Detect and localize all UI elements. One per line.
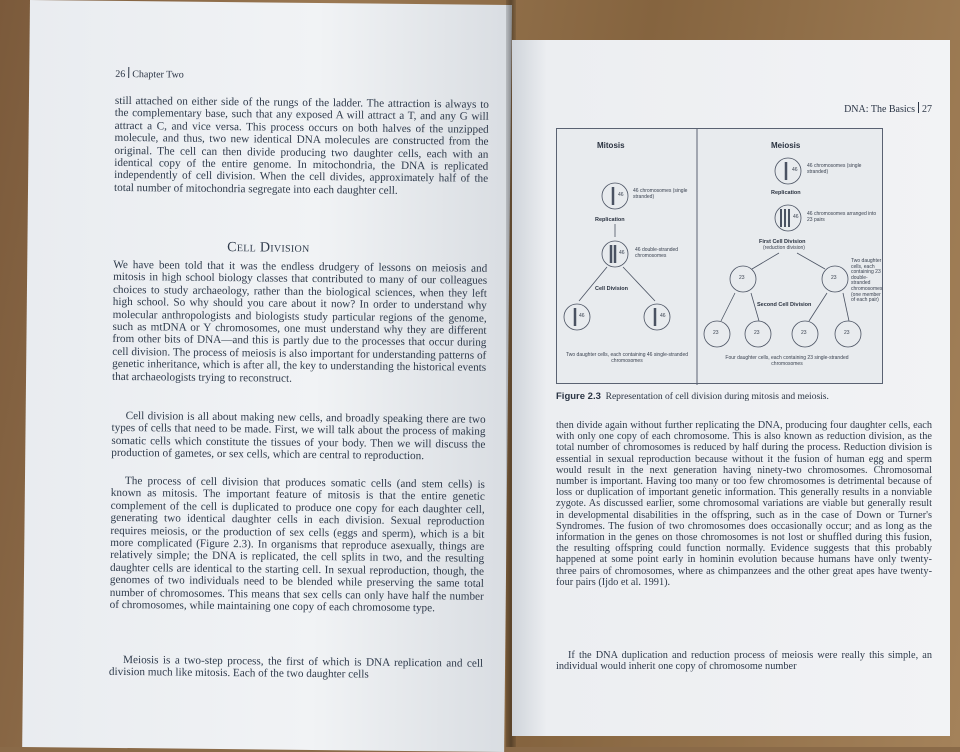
- meiosis-label-mid: 46 chromosomes arranged into 23 pairs: [807, 211, 877, 223]
- mitosis-daughter-left: [564, 304, 590, 330]
- mitosis-bottom-label: Two daughter cells, each containing 46 single-stranded chromosomes: [565, 352, 689, 364]
- mitosis-daughter-right-count: 46: [660, 313, 666, 319]
- mitosis-label-top: 46 chromosomes (single stranded): [633, 188, 688, 200]
- meiosis-step-first: First Cell Division: [759, 239, 806, 245]
- right-paragraph-2: If the DNA duplication and reduction process of meiosis were really this simple, an individual would inherit one copy of chromosome number: [556, 650, 932, 673]
- left-running-head: [115, 67, 184, 81]
- left-page-number: 26: [115, 68, 126, 81]
- arrow-line: [809, 293, 827, 321]
- meiosis-bottom-label: Four daughter cells, each containing 23 single-stranded chromosomes: [725, 355, 849, 367]
- section-heading: Cell Division: [227, 240, 310, 256]
- meiosis-count-mid: 46: [793, 214, 799, 220]
- meiosis-count-top: 46: [792, 167, 798, 173]
- mitosis-step-division: Cell Division: [595, 286, 629, 292]
- arrow-line: [843, 293, 849, 321]
- meiosis-step-first-sub: (reduction division): [763, 245, 805, 251]
- meiosis-cell-right-count: 23: [831, 275, 837, 281]
- arrow-line: [797, 253, 825, 269]
- mitosis-cell-top: [602, 183, 628, 209]
- left-paragraph-1: still attached on either side of the rungs of the ladder. The attraction is always to the complementary base, such that any exposed A will attract a T, and any G will attract a C, and vice versa. This process occurs on both halves of the unzipped molecule, and thus, two new identical DNA molecules are constructed from the original. The cell can then divide producing two daughter cells, each with an identical copy of the entire genome. In mitochondria, the DNA is replicated independently of cell division. When the cell divides, approximately half of the total number of mitochondria segregate into each daughter cell.: [113, 94, 489, 197]
- figure-cell-division: [556, 128, 883, 384]
- meiosis-cell-left-count: 23: [739, 275, 745, 281]
- left-page: [22, 0, 512, 752]
- left-paragraph-2: We have been told that it was the endless drudgery of lessons on meiosis and mitosis in high school biology classes that contributed to many of our colleagues choices to study archaeology, rather than the biological sciences, when they left high school. So why should you care about it now? In order to understand why molecular anthropologists and biologists study particular regions of the genome, such as mtDNA or Y chromosomes, one must understand why they are different from other bits of DNA—and this is partly due to the processes that occur during cell division. The process of meiosis is also important for understanding patterns of genetic inheritance, which is after all, the key to understanding the historical events that archaeologists trying to reconstruct.: [111, 258, 488, 385]
- mitosis-label-mid: 46 double-stranded chromosomes: [635, 247, 679, 259]
- right-chapter-title: DNA: The Basics: [844, 104, 915, 115]
- figure-caption-label: Figure 2.3: [556, 391, 601, 402]
- right-page-number: 27: [922, 104, 932, 115]
- mitosis-step-replication: Replication: [595, 217, 625, 223]
- left-paragraph-5: Meiosis is a two-step process, the first of which is DNA replication and cell division much like mitosis. Each of the two daughter cells: [108, 654, 484, 681]
- left-paragraph-3: Cell division is all about making new cells, and broadly speaking there are two types of cells that need to be made. First, we will talk about the process of making somatic cells which constitute the tissues of your body. Then we will discuss the production of gametes, or sex cells, which are central to reproduction.: [111, 410, 486, 463]
- meiosis-final-count-2: 23: [754, 330, 760, 336]
- arrow-line: [623, 267, 655, 301]
- meiosis-step-replication: Replication: [771, 190, 801, 196]
- left-chapter-title: Chapter Two: [132, 69, 184, 81]
- mitosis-daughter-left-count: 46: [579, 313, 585, 319]
- meiosis-step-second: Second Cell Division: [757, 302, 812, 308]
- right-page: [512, 40, 950, 736]
- figure-caption: [556, 391, 829, 402]
- meiosis-final-count-1: 23: [713, 330, 719, 336]
- meiosis-label-top: 46 chromosomes (single stranded): [807, 163, 862, 175]
- meiosis-title: Meiosis: [771, 141, 801, 150]
- mitosis-count-top: 46: [618, 192, 624, 198]
- meiosis-side-label: Two daughter cells, each containing 23 double-stranded chromosomes (one member of each pair): [851, 258, 883, 304]
- mitosis-title: Mitosis: [597, 141, 625, 150]
- meiosis-final-count-4: 23: [844, 330, 850, 336]
- arrow-line: [721, 293, 735, 321]
- right-paragraph-1: then divide again without further replicating the DNA, producing four daughter cells, each with only one copy of each chromosome. This is also known as reduction division, as the total number of chromosomes is reduced by half during the process. Reduction division is essential in sexual reproduction because without it the fusion of human egg and sperm would result in the next generation having ninety-two chromosomes. Chromosomal number is important. Having too many or too few chromosomes is detrimental because of loss or duplication of important genetic information. This generally results in a nonviable zygote. As discussed earlier, some chromosomal variations are viable but generally result in developmental disabilities in the offspring, such as in the case of Down or Turner's Syndromes. The fusion of two chromosomes does occasionally occur; and as long as the information in the genes on those chromosomes is not lost or shuffled during this fusion, the resulting offspring could function normally. Evidence suggests that this probably happened at some point early in hominin evolution because humans have only twenty-three pairs of chromosomes, where as chimpanzees and the other great apes have twenty-four pairs (Ijdo et al. 1991).: [556, 420, 932, 588]
- right-running-head: [844, 102, 932, 115]
- arrow-line: [752, 253, 779, 269]
- arrow-line: [579, 267, 607, 301]
- figure-caption-text: Representation of cell division during mitosis and meiosis.: [605, 392, 829, 402]
- meiosis-final-count-3: 23: [801, 330, 807, 336]
- mitosis-count-mid: 46: [619, 250, 625, 256]
- left-paragraph-4: The process of cell division that produces somatic cells (and stem cells) is known as mitosis. The important feature of mitosis is that the entire genetic complement of the cell is duplicated to produce one copy for each daughter cell, generating two identical daughter cells in each division. Sexual reproduction requires meiosis, or the production of sex cells (eggs and sperm), which is a bit more complicated (Figure 2.3). In organisms that reproduce asexually, things are relatively simple; the DNA is replicated, the cell splits in two, and the resulting daughter cells are identical to the starting cell. In sexual reproduction, though, the genomes of two individuals need to be blended while preserving the same total number of chromosomes. This means that sex cells can only have half the number of chromosomes, while maintaining one copy of each chromosome type.: [109, 475, 486, 615]
- mitosis-daughter-right: [644, 304, 670, 330]
